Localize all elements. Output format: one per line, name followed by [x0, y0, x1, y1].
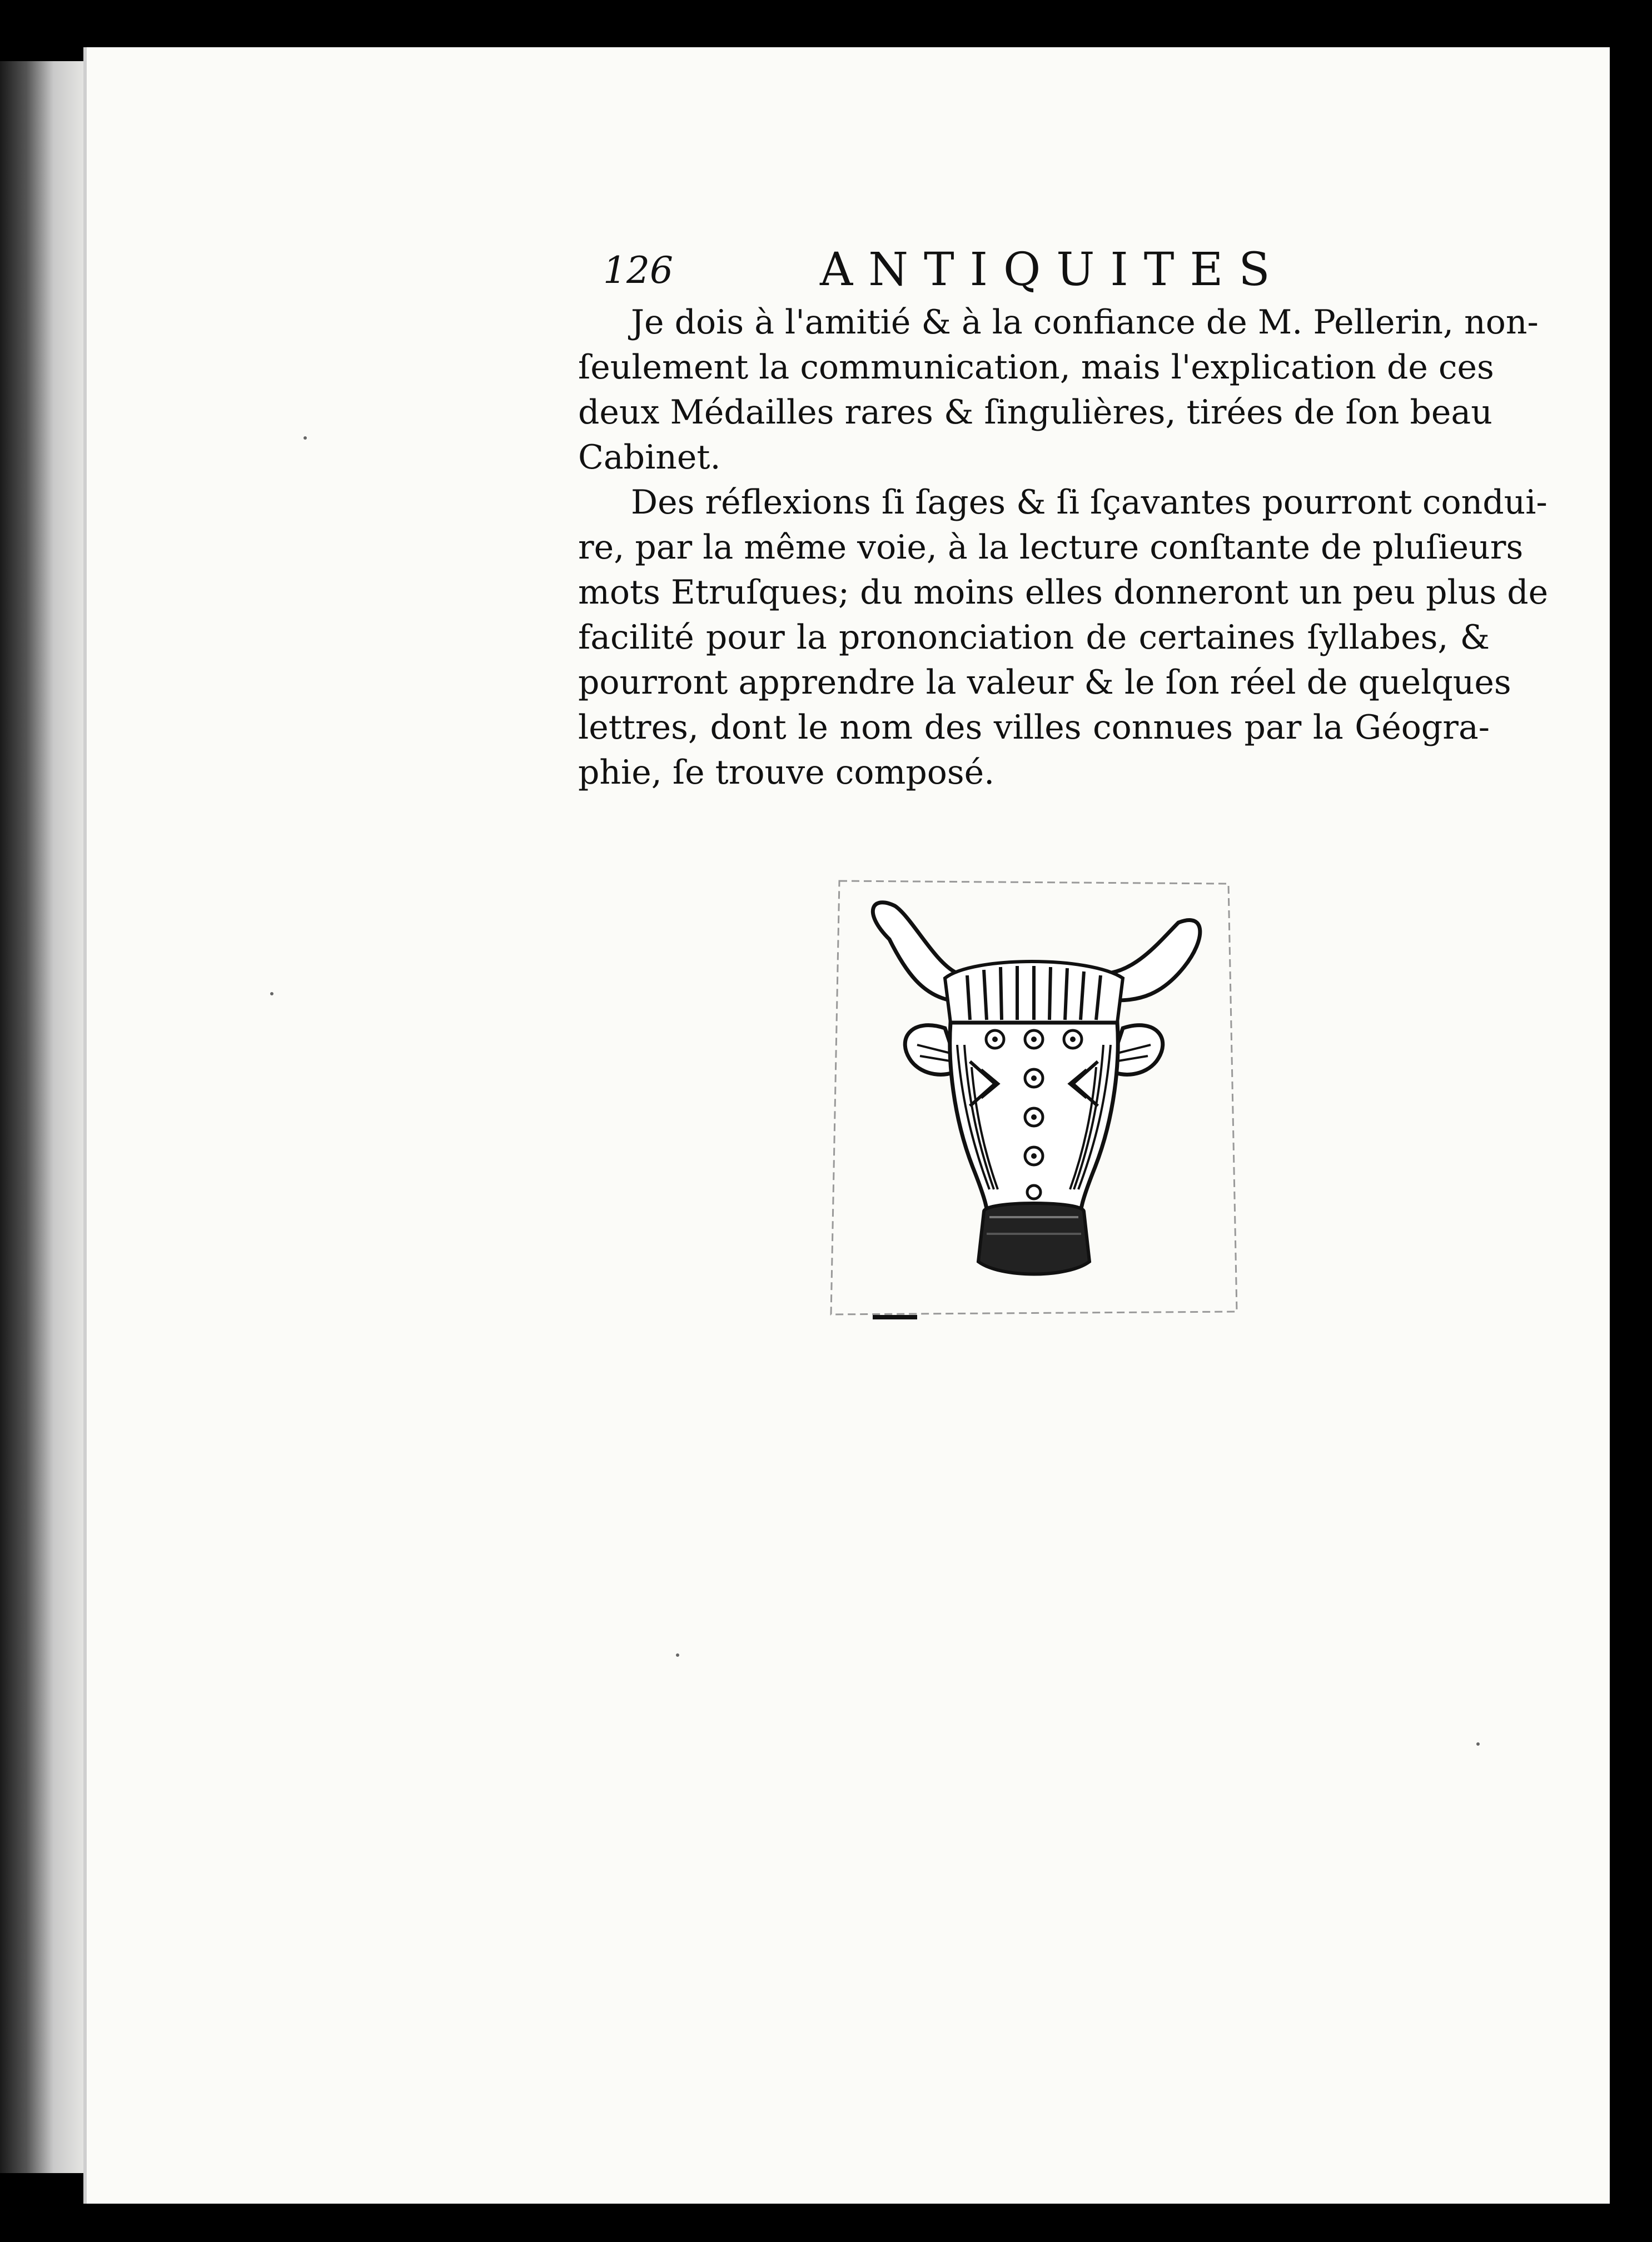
- page-number: 126: [603, 249, 673, 292]
- paper-speck: [676, 1653, 679, 1657]
- text-line: Je dois à l'amitié & à la confiance de M. Pellerin, non-: [631, 303, 1539, 342]
- body-text: [578, 300, 1549, 795]
- text-line: ſeulement la communication, mais l'explication de ces: [578, 348, 1494, 387]
- paper-speck: [1476, 1742, 1480, 1746]
- text-line: mots Etruſques; du moins elles donneront un peu plus de: [578, 573, 1549, 612]
- text-line: phie, ſe trouve composé.: [578, 753, 995, 792]
- page-header: [603, 243, 1315, 305]
- text-line: deux Médailles rares & ſingulières, tirées de ſon beau: [578, 393, 1492, 432]
- text-line: Des réflexions ſi ſages & ſi ſçavantes pourront condui-: [631, 483, 1547, 522]
- paper-speck: [303, 436, 307, 440]
- paper-speck: [270, 992, 273, 995]
- text-line: facilité pour la prononciation de certaines ſyllabes, &: [578, 618, 1490, 657]
- text-line: pourront apprendre la valeur & le ſon réel de quelques: [578, 663, 1511, 702]
- text-line: Cabinet.: [578, 438, 721, 477]
- text-line: re, par la même voie, à la lecture conſtante de pluſieurs: [578, 528, 1524, 567]
- paragraph-1: [578, 300, 1539, 480]
- running-title: ANTIQUITES: [820, 243, 1286, 296]
- book-spine-edge: [0, 61, 89, 2173]
- text-line: lettres, dont le nom des villes connues par la Géogra-: [578, 708, 1490, 747]
- bull-head-engraving-icon: [828, 878, 1240, 1323]
- paragraph-2: [578, 480, 1549, 795]
